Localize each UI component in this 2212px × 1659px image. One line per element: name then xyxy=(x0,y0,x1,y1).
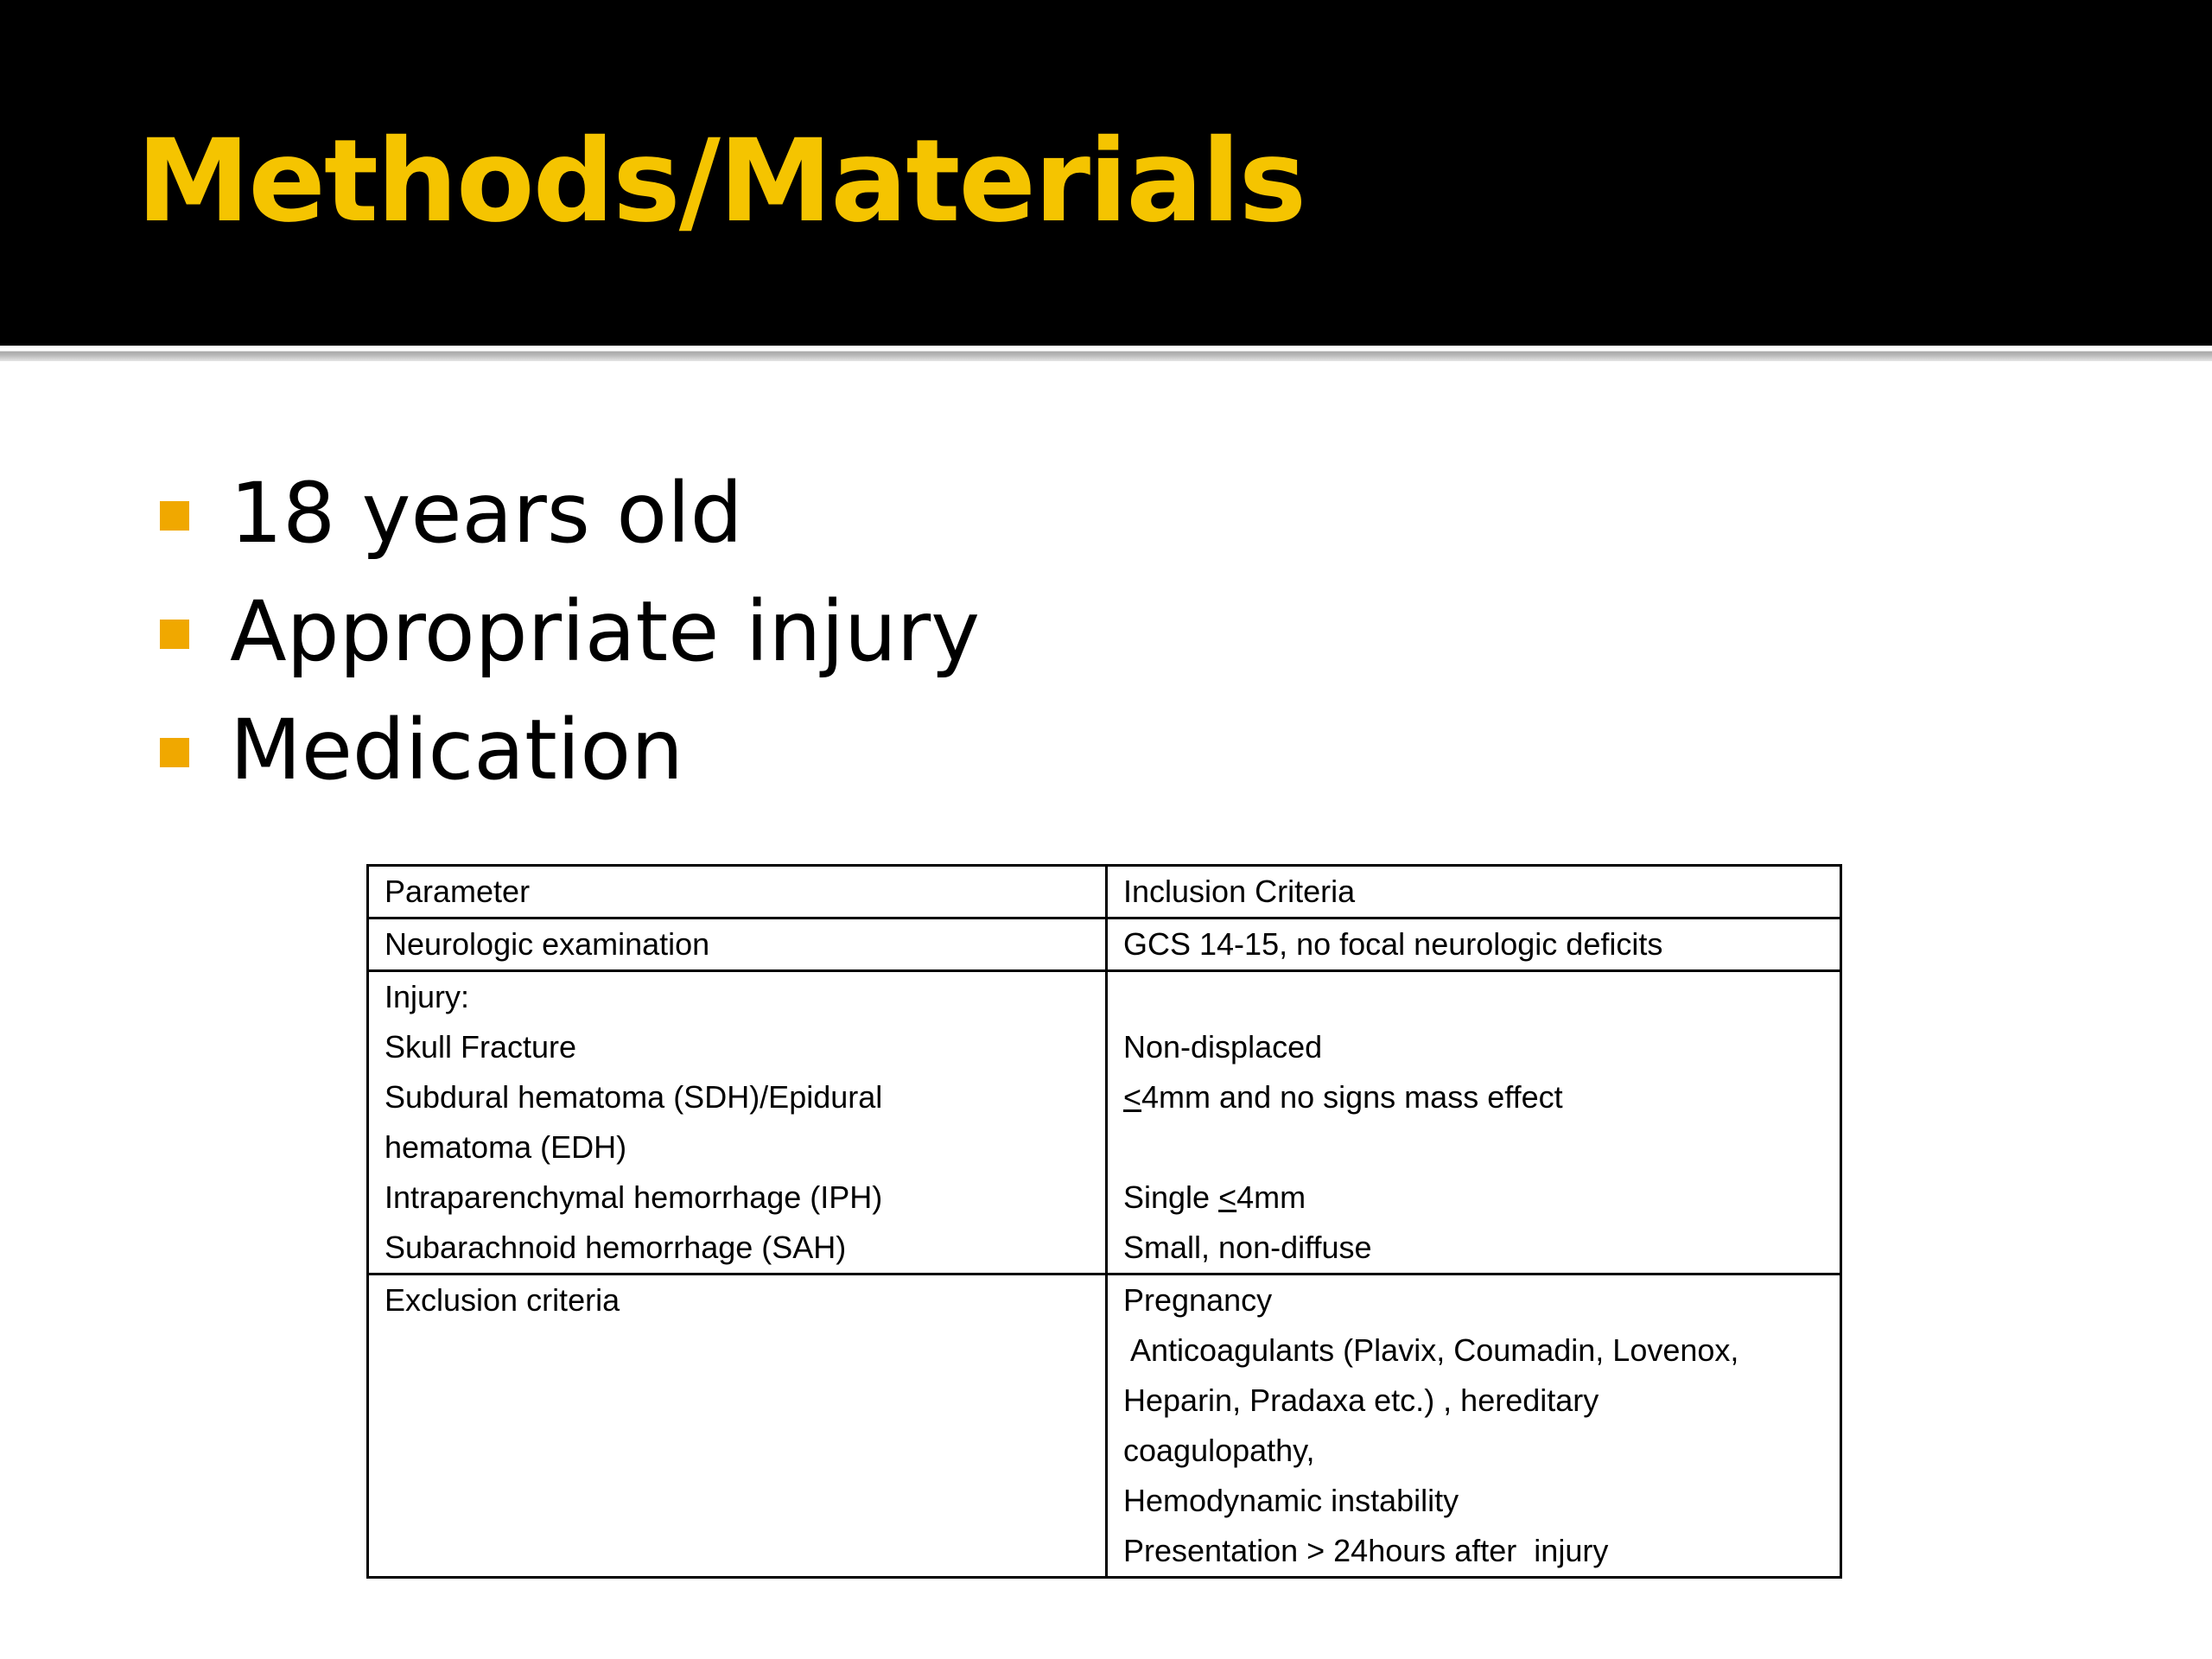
table-cell xyxy=(368,866,1107,918)
bullet-item xyxy=(0,461,1210,565)
title-bar xyxy=(0,0,2212,346)
exclusion-item: Presentation > 24hours after injury xyxy=(1123,1533,1609,1568)
iph-criteria xyxy=(1123,1173,1824,1223)
table-cell xyxy=(368,1274,1107,1578)
square-bullet-icon xyxy=(160,738,189,767)
injury-spacer xyxy=(1123,972,1824,1022)
bullet-text: Appropriate injury xyxy=(230,583,981,680)
sdh-parameter-line-2: hematoma (EDH) xyxy=(385,1129,627,1165)
title-divider xyxy=(0,346,2212,361)
table-cell xyxy=(1107,866,1841,918)
exclusion-parameter: Exclusion criteria xyxy=(385,1282,620,1318)
exclusion-item: Pregnancy xyxy=(1123,1282,1273,1318)
exclusion-item: Hemodynamic instability xyxy=(1123,1483,1459,1518)
column-header-inclusion: Inclusion Criteria xyxy=(1123,874,1356,909)
iph-criteria-text: 4mm xyxy=(1236,1179,1306,1215)
sah-criteria: Small, non-diffuse xyxy=(1123,1230,1372,1265)
criteria-table-container xyxy=(366,864,1842,1579)
table-cell xyxy=(1107,971,1841,1274)
exclusion-item: Heparin, Pradaxa etc.) , hereditary xyxy=(1123,1382,1599,1418)
criteria-table xyxy=(366,864,1842,1579)
bullet-text: Medication xyxy=(230,702,683,798)
bullet-item xyxy=(0,698,1210,802)
bullet-text: 18 years old xyxy=(230,465,743,562)
injury-label: Injury: xyxy=(385,979,470,1014)
neuro-inclusion: GCS 14-15, no focal neurologic deficits xyxy=(1123,926,1663,962)
sah-parameter: Subarachnoid hemorrhage (SAH) xyxy=(385,1230,847,1265)
table-cell xyxy=(368,918,1107,971)
exclusion-item: Anticoagulants (Plavix, Coumadin, Lovenox, xyxy=(1123,1332,1739,1368)
sdh-criteria xyxy=(1123,1072,1824,1122)
sdh-parameter-line-1: Subdural hematoma (SDH)/Epidural xyxy=(385,1079,883,1115)
sdh-spacer xyxy=(1123,1122,1824,1173)
sdh-criteria-text: 4mm and no signs mass effect xyxy=(1141,1079,1563,1115)
table-cell xyxy=(1107,1274,1841,1578)
bullet-item xyxy=(0,580,1210,683)
table-header-row xyxy=(368,866,1841,918)
less-equal-sign: < xyxy=(1218,1179,1237,1215)
slide-title: Methods/Materials xyxy=(137,115,1306,248)
column-header-parameter: Parameter xyxy=(385,874,531,909)
neuro-parameter: Neurologic examination xyxy=(385,926,710,962)
square-bullet-icon xyxy=(160,501,189,531)
iph-parameter: Intraparenchymal hemorrhage (IPH) xyxy=(385,1179,883,1215)
table-row xyxy=(368,1274,1841,1578)
table-cell xyxy=(1107,918,1841,971)
less-equal-sign: < xyxy=(1123,1079,1142,1115)
skull-fracture-parameter: Skull Fracture xyxy=(385,1029,577,1065)
table-row xyxy=(368,971,1841,1274)
table-cell xyxy=(368,971,1107,1274)
exclusion-item: coagulopathy, xyxy=(1123,1433,1315,1468)
square-bullet-icon xyxy=(160,620,189,649)
table-row xyxy=(368,918,1841,971)
skull-fracture-criteria: Non-displaced xyxy=(1123,1029,1323,1065)
iph-criteria-prefix: Single xyxy=(1123,1179,1219,1215)
